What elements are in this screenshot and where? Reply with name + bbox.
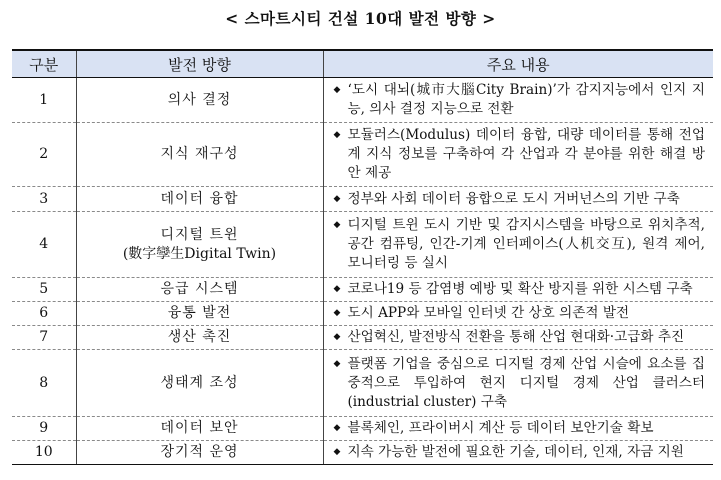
row-number: 5 xyxy=(12,278,76,302)
diamond-bullet-icon: ◆ xyxy=(333,130,341,140)
direction-label: 융통 발전 xyxy=(167,305,232,321)
row-direction xyxy=(76,78,323,123)
content-text: 플랫폼 기업을 중심으로 디지털 경제 산업 시슬에 요소를 집중적으로 투입하여 현지 디지털 경제 산업 클러스터(industrial cluster) 구축 xyxy=(347,355,705,410)
table-row xyxy=(12,441,713,465)
development-table xyxy=(12,49,713,465)
row-number: 2 xyxy=(12,123,76,187)
page-title: < 스마트시티 건설 10대 발전 방향 > xyxy=(225,9,496,28)
row-number: 6 xyxy=(12,302,76,326)
table-row xyxy=(12,417,713,441)
table-row xyxy=(12,278,713,302)
row-number: 4 xyxy=(12,212,76,278)
table-row xyxy=(12,302,713,326)
row-number: 3 xyxy=(12,187,76,212)
row-content xyxy=(323,417,713,441)
row-content xyxy=(323,212,713,278)
row-content xyxy=(323,123,713,187)
row-number: 1 xyxy=(39,91,49,108)
direction-label: 장기적 운영 xyxy=(160,444,239,460)
direction-label: 생산 촉진 xyxy=(167,329,232,345)
content-text: 산업혁신, 발전방식 전환을 통해 산업 현대화·고급화 추진 xyxy=(347,329,685,345)
direction-sublabel: (數字孿生Digital Twin) xyxy=(122,245,277,262)
table-row xyxy=(12,78,713,123)
row-direction xyxy=(76,187,323,212)
diamond-bullet-icon: ◆ xyxy=(333,447,341,457)
row-number: 8 xyxy=(12,350,76,417)
table-header-row xyxy=(12,50,713,78)
row-content xyxy=(323,350,713,417)
header-category: 구분 xyxy=(12,50,76,78)
table-row xyxy=(12,326,713,350)
content-text: 디지털 트윈 도시 기반 및 감지시스템을 바탕으로 위치추적, 공간 컴퓨팅, 인간-기계 인터페이스(人机交互), 원격 제어, 모니터링 등 실시 xyxy=(347,217,705,271)
content-text: 도시 APP와 모바일 인터넷 간 상호 의존적 발전 xyxy=(347,305,630,321)
direction-label: 응급 시스템 xyxy=(160,281,239,297)
diamond-bullet-icon: ◆ xyxy=(333,308,341,318)
diamond-bullet-icon: ◆ xyxy=(333,358,341,369)
diamond-bullet-icon: ◆ xyxy=(333,85,341,95)
content-text: 코로나19 등 감염병 예방 및 확산 방지를 위한 시스템 구축 xyxy=(347,281,693,297)
table-row xyxy=(12,187,713,212)
row-direction xyxy=(76,123,323,187)
row-direction xyxy=(76,417,323,441)
row-content xyxy=(323,441,713,465)
diamond-bullet-icon: ◆ xyxy=(333,423,341,433)
content-text: 블록체인, 프라이버시 계산 등 데이터 보안기술 확보 xyxy=(347,420,654,436)
content-text: ‘도시 대뇌(城市大腦City Brain)’가 감지지능에서 인지 지능, 의사 결정 지능으로 전환 xyxy=(347,82,705,117)
direction-label: 디지털 트윈 xyxy=(160,226,239,243)
diamond-bullet-icon: ◆ xyxy=(333,193,341,204)
row-direction xyxy=(76,212,323,278)
diamond-bullet-icon: ◆ xyxy=(333,332,341,342)
row-number: 10 xyxy=(12,441,76,465)
row-content xyxy=(323,302,713,326)
row-direction xyxy=(76,278,323,302)
diamond-bullet-icon: ◆ xyxy=(333,284,341,294)
table-row xyxy=(12,350,713,417)
header-content: 주요 내용 xyxy=(323,50,713,78)
table-row xyxy=(12,123,713,187)
row-number: 9 xyxy=(12,417,76,441)
row-number: 7 xyxy=(12,326,76,350)
diamond-bullet-icon: ◆ xyxy=(333,220,341,230)
row-direction xyxy=(76,302,323,326)
row-content xyxy=(323,278,713,302)
content-text: 모듈러스(Modulus) 데이터 융합, 대량 데이터를 통해 전업계 지식 정보를 구축하여 각 산업과 각 분야를 위한 해결 방안 제공 xyxy=(347,127,705,181)
direction-label: 데이터 보안 xyxy=(160,420,239,436)
row-content xyxy=(323,187,713,212)
table-row xyxy=(12,212,713,278)
direction-label: 생태계 조성 xyxy=(160,374,239,391)
row-direction xyxy=(76,350,323,417)
content-text: 정부와 사회 데이터 융합으로 도시 거버넌스의 기반 구축 xyxy=(347,190,680,207)
content-text: 지속 가능한 발전에 필요한 기술, 데이터, 인재, 자금 지원 xyxy=(347,444,684,460)
direction-label: 데이터 융합 xyxy=(160,190,239,207)
row-direction xyxy=(76,441,323,465)
row-direction xyxy=(76,326,323,350)
direction-label: 의사 결정 xyxy=(167,91,232,108)
row-content xyxy=(323,78,713,123)
header-direction: 발전 방향 xyxy=(76,50,323,78)
row-content xyxy=(323,326,713,350)
direction-label: 지식 재구성 xyxy=(160,146,239,162)
